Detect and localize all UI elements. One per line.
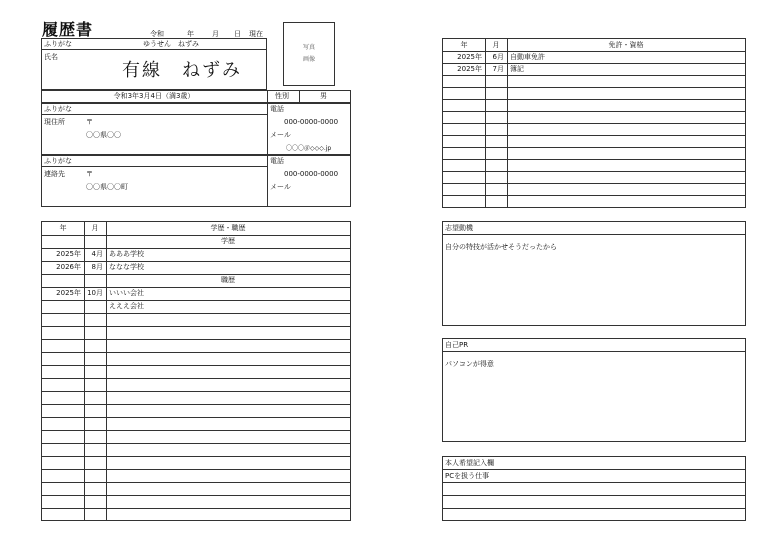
header-month: 月 [91,224,99,232]
divider [443,508,745,509]
row-divider [42,456,350,457]
row-divider [42,287,350,288]
divider [443,469,745,470]
row-divider [443,75,745,76]
address-furigana-label: ふりがな [44,105,72,113]
row-divider [443,99,745,100]
row-divider [42,365,350,366]
address-phone-value: 000-0000-0000 [284,118,339,126]
row-divider [42,391,350,392]
row-divider [42,274,350,275]
divider [443,482,745,483]
row-divider [443,63,745,64]
wishes-value: PCを扱う仕事 [445,472,490,480]
license-table [442,38,746,208]
divider [299,90,300,103]
photo-label-2: 画像 [302,56,315,63]
row-divider [443,123,745,124]
row-divider [443,147,745,148]
contact-phone-value: 000-0000-0000 [284,170,339,178]
row-divider [42,404,350,405]
row-divider [443,111,745,112]
row-content: あああ学校 [109,250,144,258]
name-label: 氏名 [44,53,58,61]
row-divider [42,417,350,418]
date-month: 月 [212,30,219,38]
self-pr-value: パソコンが得意 [445,360,494,368]
row-year: 2025年 [56,250,81,258]
address-phone-label: 電話 [270,105,284,113]
date-era: 令和 [150,30,164,38]
column-divider [106,222,107,521]
motivation-label: 志望動機 [445,224,473,232]
row-divider [42,326,350,327]
row-month: 6月 [492,53,504,61]
row-divider [443,87,745,88]
row-divider [443,183,745,184]
history-table [41,221,351,521]
address-postal-mark: 〒 [86,118,93,126]
row-month: 10月 [87,289,103,297]
divider [267,155,268,207]
gender-value: 男 [320,92,327,100]
row-divider [42,469,350,470]
divider [443,351,745,352]
divider [41,49,267,50]
date-day: 日 [234,30,241,38]
row-content: 職歴 [221,276,235,284]
row-divider [42,495,350,496]
address-value: 〇〇県〇〇 [86,131,121,139]
divider [443,495,745,496]
birth-date: 令和3年3月4日（満3歳） [113,92,195,100]
row-year: 2025年 [457,65,482,73]
row-divider [42,248,350,249]
header-content: 免許・資格 [608,41,644,49]
row-month: 7月 [492,65,504,73]
self-pr-label: 自己PR [445,341,469,349]
row-divider [443,159,745,160]
contact-value: 〇〇県〇〇町 [86,183,128,191]
row-divider [42,430,350,431]
row-content: 自動車免許 [510,53,545,61]
contact-email-label: メール [270,183,291,191]
contact-label: 連絡先 [44,170,65,178]
motivation-value: 自分の特技が活かせそうだったから [445,243,557,251]
address-email-value: 〇〇〇＠◇◇◇.jp [286,145,332,152]
row-divider [42,339,350,340]
divider [41,166,267,167]
name-value: 有線 ねずみ [122,60,242,81]
address-email-label: メール [270,131,291,139]
header-month: 月 [492,41,500,49]
header-year: 年 [460,41,468,49]
row-divider [42,443,350,444]
contact-phone-label: 電話 [270,157,284,165]
date-year: 年 [187,30,194,38]
wishes-box [442,456,746,521]
row-content: 簿記 [510,65,524,73]
date-now: 現在 [249,30,263,38]
contact-block [41,155,351,207]
self-pr-box [442,338,746,442]
row-month: 8月 [91,263,103,271]
address-label: 現住所 [44,118,65,126]
photo-box [283,22,335,86]
row-year: 2025年 [56,289,81,297]
row-divider [42,313,350,314]
contact-furigana-label: ふりがな [44,157,72,165]
photo-label-1: 写真 [302,44,315,51]
row-divider [42,235,350,236]
row-divider [443,195,745,196]
row-divider [42,352,350,353]
row-divider [443,135,745,136]
row-month: 4月 [91,250,103,258]
header-content: 学歴・職歴 [210,224,246,232]
row-divider [42,261,350,262]
divider [41,114,267,115]
wishes-label: 本人希望記入欄 [445,459,494,467]
row-content: ななな学校 [109,263,144,271]
divider [267,90,268,103]
document-title: 履歴書 [42,20,94,39]
row-year: 2026年 [56,263,81,271]
contact-postal-mark: 〒 [86,170,93,178]
row-divider [443,51,745,52]
row-content: いいい会社 [109,289,144,297]
gender-label: 性別 [275,92,289,100]
divider [443,234,745,235]
name-furigana-value: ゆうせん ねずみ [143,40,199,48]
row-divider [42,378,350,379]
row-divider [42,508,350,509]
row-divider [42,482,350,483]
row-year: 2025年 [457,53,482,61]
row-divider [42,300,350,301]
name-furigana-label: ふりがな [44,40,72,48]
divider [267,103,268,155]
header-year: 年 [59,224,67,232]
row-content: 学歴 [221,237,235,245]
row-content: えええ会社 [109,302,144,310]
column-divider [507,39,508,207]
motivation-box [442,221,746,326]
row-divider [443,171,745,172]
